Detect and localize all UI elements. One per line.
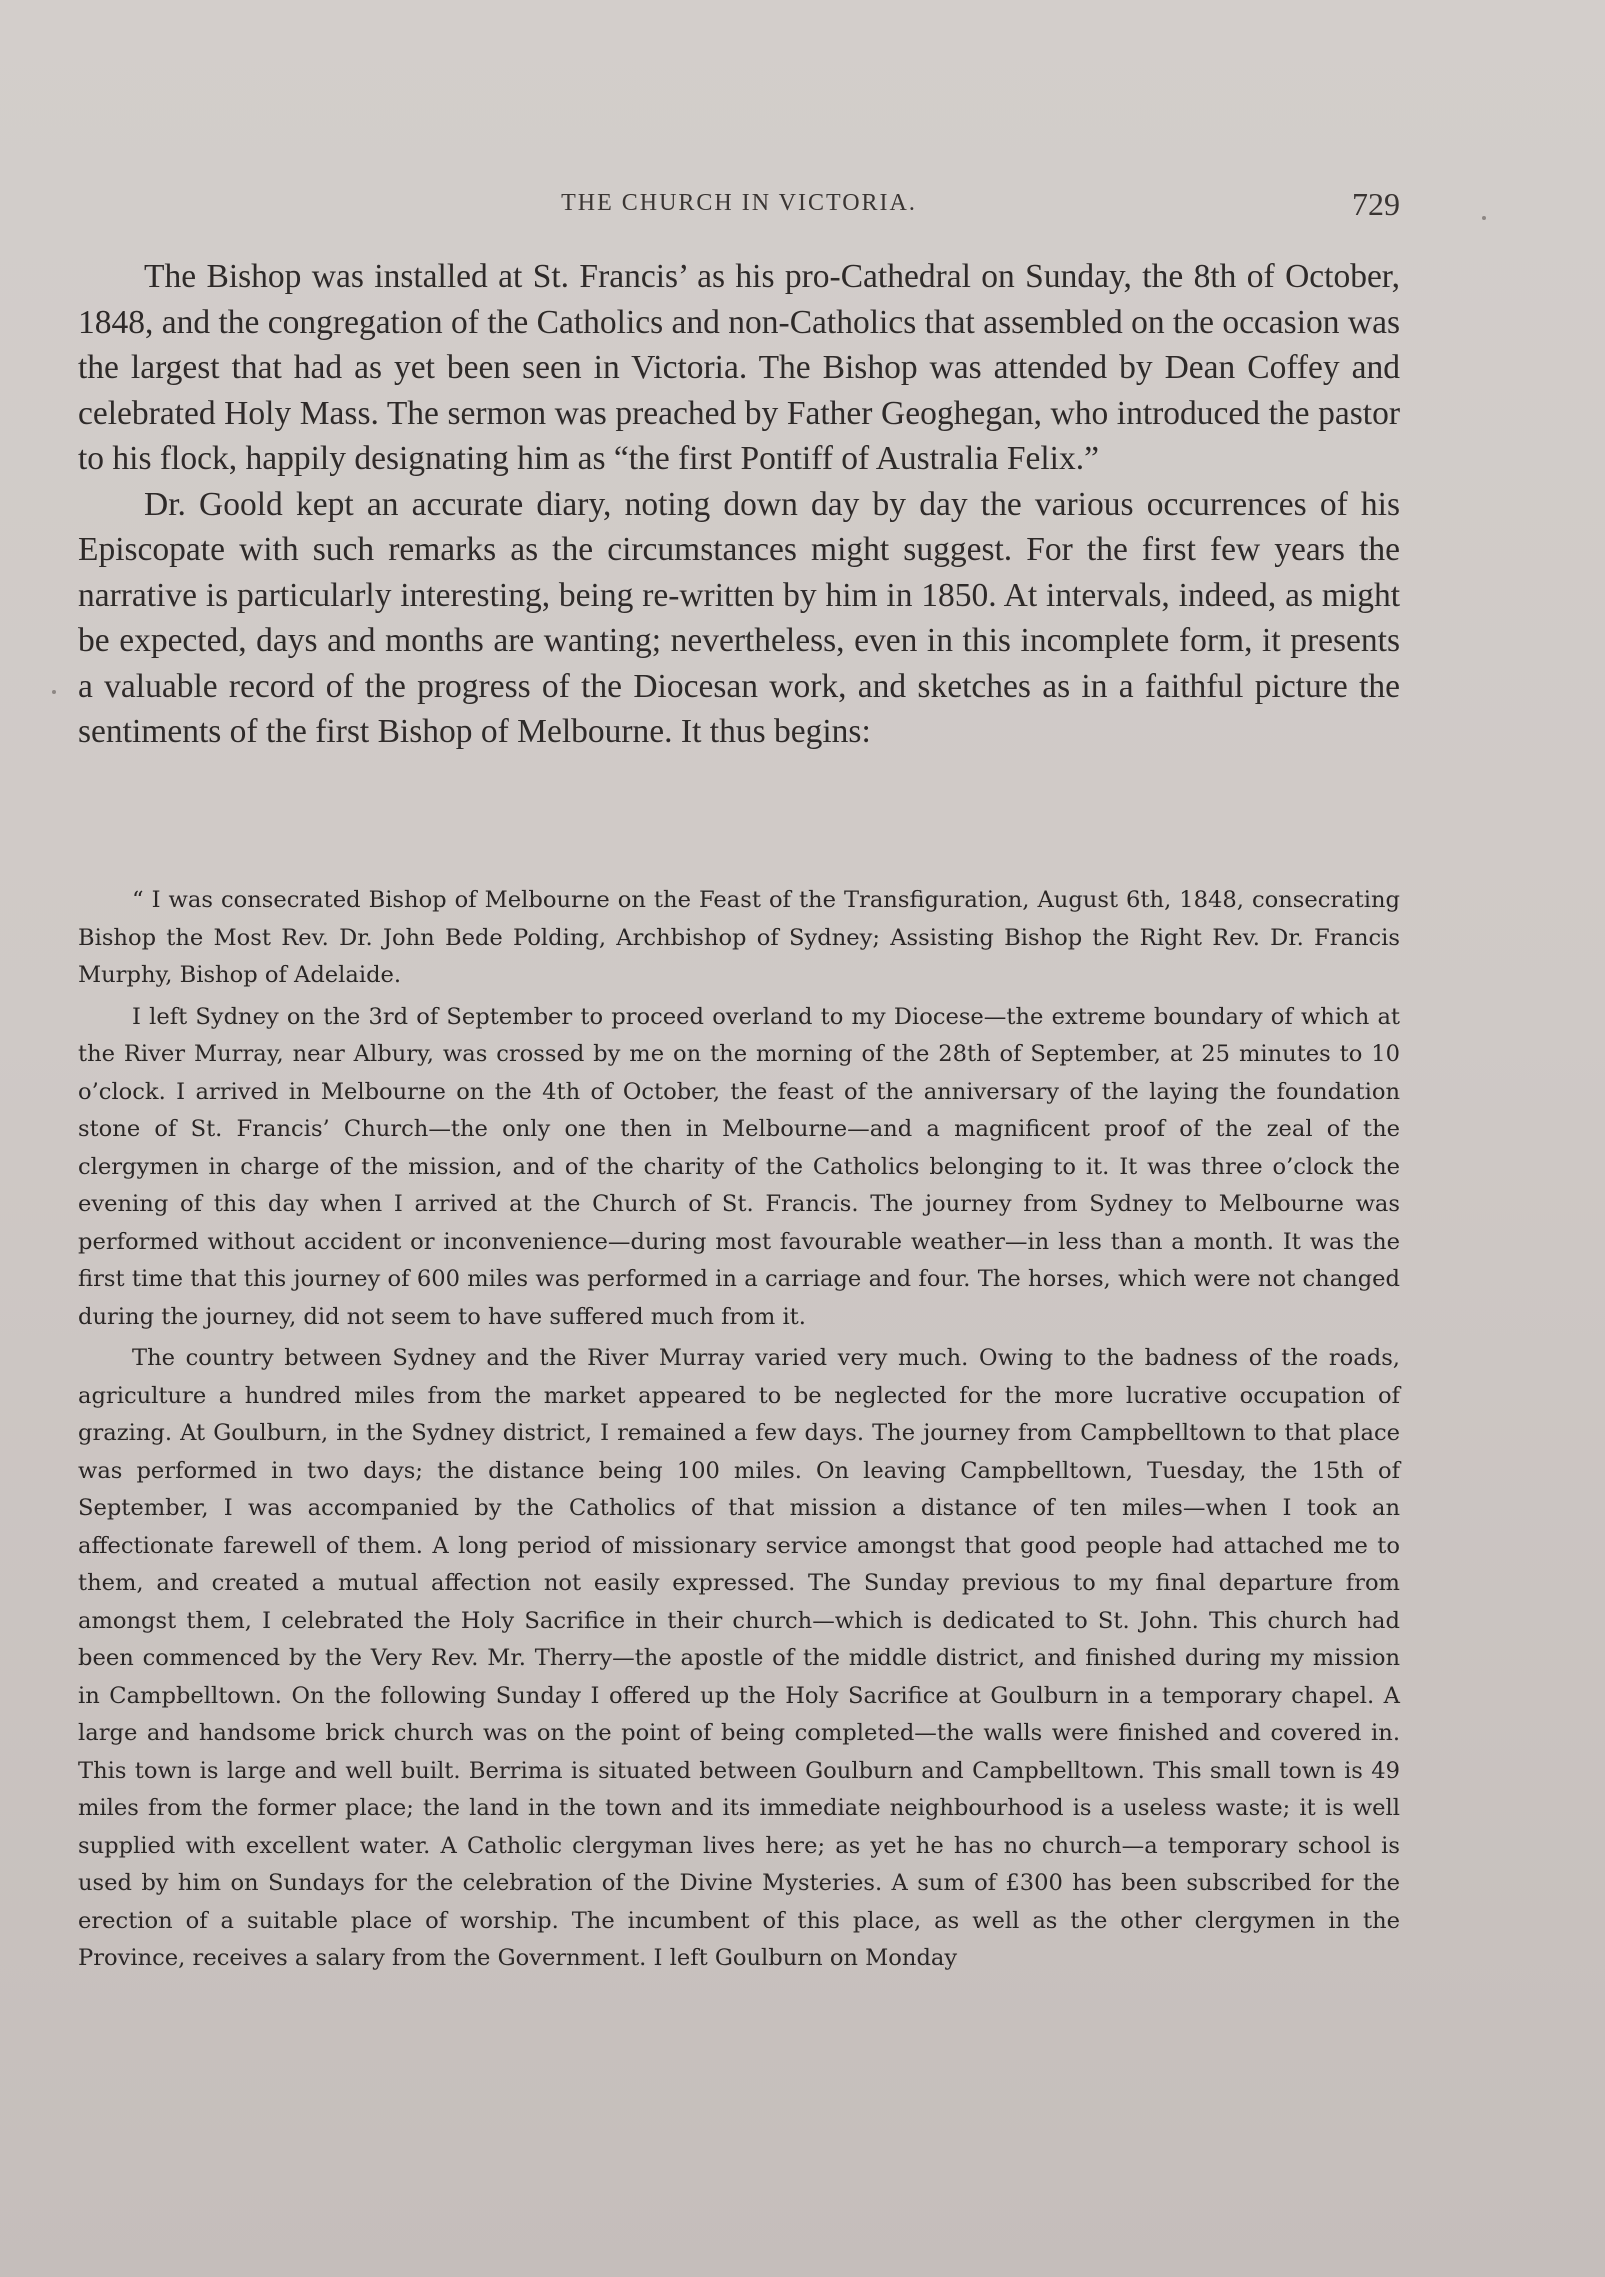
- quote-paragraph: The country between Sydney and the River Murray varied very much. Owing to the badness of the roads, agriculture a hundred miles from the market appeared to be neglected for the more lucrative occupation of grazing. At Goulburn, in the Sydney district, I remained a few days. The journey from Campbelltown to that place was performed in two days; the distance being 100 miles. On leaving Campbelltown, Tuesday, the 15th of September, I was accompanied by the Catholics of that mission a distance of ten miles—when I took an affectionate farewell of them. A long period of missionary service amongst that good people had attached me to them, and created a mutual affection not easily expressed. The Sunday previous to my final departure from amongst them, I celebrated the Holy Sacrifice in their church—which is dedicated to St. John. This church had been commenced by the Very Rev. Mr. Therry—the apostle of the middle district, and finished during my mission in Campbelltown. On the following Sunday I offered up the Holy Sacrifice at Goulburn in a temporary chapel. A large and handsome brick church was on the point of being completed—the walls were finished and covered in. This town is large and well built. Berrima is situated between Goulburn and Campbelltown. This small town is 49 miles from the former place; the land in the town and its immediate neighbourhood is a useless waste; it is well supplied with excellent water. A Catholic clergyman lives here; as yet he has no church—a temporary school is used by him on Sundays for the celebration of the Divine Mysteries. A sum of £300 has been subscribed for the erection of a suitable place of worship. The incumbent of this place, as well as the other clergymen in the Province, receives a salary from the Government. I left Goulburn on Monday: [78, 1345, 1400, 1971]
- quote-paragraph: “ I was consecrated Bishop of Melbourne on the Feast of the Transfiguration, August 6th, 1848, consecrating Bishop the Most Rev. Dr. John Bede Polding, Archbishop of Sydney; Assisting Bishop the Right Rev. Dr. Francis Murphy, Bishop of Adelaide.: [78, 887, 1400, 988]
- page-number: 729: [1352, 186, 1400, 222]
- running-title: THE CHURCH IN VICTORIA.: [561, 190, 917, 216]
- body-paragraph: Dr. Goold kept an accurate diary, noting down day by day the various occurrences of his Episcopate with such remarks as the circumstances might suggest. For the first few years the narrative is particularly interesting, being re-written by him in 1850. At intervals, indeed, as might be expected, days and months are wanting; nevertheless, even in this incomplete form, it presents a valuable record of the progress of the Diocesan work, and sketches as in a faithful picture the sentiments of the first Bishop of Melbourne. It thus begins:: [78, 485, 1400, 750]
- print-speck: [1482, 216, 1486, 220]
- main-body-text: [78, 254, 1400, 755]
- running-header: [78, 186, 1400, 226]
- quote-paragraph: I left Sydney on the 3rd of September to proceed overland to my Diocese—the extreme boundary of which at the River Murray, near Albury, was crossed by me on the morning of the 28th of September, at 25 minutes to 10 o’clock. I arrived in Melbourne on the 4th of October, the feast of the anniversary of the laying the foundation stone of St. Francis’ Church—the only one then in Melbourne—and a magnificent proof of the zeal of the clergymen in charge of the mission, and of the charity of the Catholics belonging to it. It was three o’clock the evening of this day when I arrived at the Church of St. Francis. The journey from Sydney to Melbourne was performed without accident or inconvenience—during most favourable weather—in less than a month. It was the first time that this journey of 600 miles was performed in a carriage and four. The horses, which were not changed during the journey, did not seem to have suffered much from it.: [78, 1003, 1400, 1330]
- print-speck: [52, 690, 56, 694]
- diary-quotation: [78, 882, 1400, 1978]
- body-paragraph: The Bishop was installed at St. Francis’ as his pro-Cathedral on Sunday, the 8th of October, 1848, and the congregation of the Catholics and non-Catholics that assembled on the occasion was the largest that had as yet been seen in Victoria. The Bishop was attended by Dean Coffey and celebrated Holy Mass. The sermon was preached by Father Geoghegan, who introduced the pastor to his flock, happily designating him as “the first Pontiff of Australia Felix.”: [78, 258, 1400, 477]
